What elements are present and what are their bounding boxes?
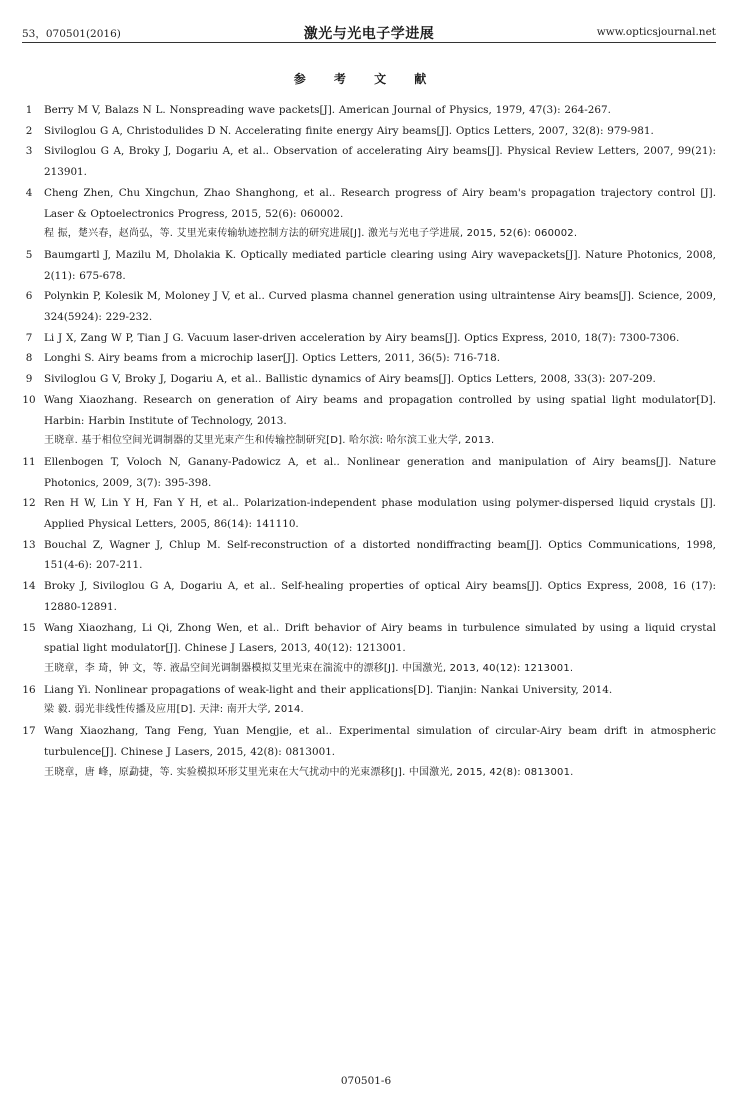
reference-item — [22, 390, 716, 452]
reference-item — [22, 576, 716, 617]
reference-number: 5 — [25, 248, 33, 261]
reference-text: Siviloglou G A, Broky J, Dogariu A, et al.. Observation of accelerating Airy beams[J]. Physical Review Letters, 2007, 99(21): 213901. — [44, 145, 716, 179]
reference-text: Wang Xiaozhang. Research on generation of Airy beams and propagation controlled by using spatial light modulator[D]. Harbin: Harbin Institute of Technology, 2013. — [44, 393, 716, 427]
reference-text: Ellenbogen T, Voloch N, Ganany-Padowicz A, et al.. Nonlinear generation and manipulation of Airy beams[J]. Nature Photonics, 2009, 3(7): 395-398. — [44, 455, 716, 489]
reference-list — [22, 100, 716, 783]
reference-text: Broky J, Siviloglou G A, Dogariu A, et al.. Self-healing properties of optical Airy beams[J]. Optics Express, 2008, 16 (17): 12880-12891. — [44, 580, 716, 613]
reference-item — [22, 535, 716, 576]
reference-number: 4 — [25, 186, 33, 199]
reference-item — [22, 121, 716, 142]
reference-number: 17 — [22, 725, 36, 738]
reference-number: 9 — [25, 373, 33, 386]
reference-text-chinese: 梁 毅. 弱光非线性传播及应用[D]. 天津: 南开大学, 2014. — [44, 704, 304, 716]
reference-item — [22, 348, 716, 369]
reference-text: Siviloglou G V, Broky J, Dogariu A, et al.. Ballistic dynamics of Airy beams[J]. Optics Letters, 2008, 33(3): 207-209. — [44, 373, 656, 386]
reference-number: 7 — [25, 331, 33, 344]
reference-number: 8 — [25, 352, 33, 365]
reference-number: 16 — [22, 683, 36, 696]
reference-text: Berry M V, Balazs N L. Nonspreading wave packets[J]. American Journal of Physics, 1979, 47(3): 264-267. — [44, 104, 611, 116]
reference-number: 6 — [25, 290, 33, 303]
reference-item — [22, 452, 716, 493]
page-number: 070501-6 — [340, 1075, 392, 1087]
reference-item — [22, 100, 716, 121]
reference-number: 10 — [22, 393, 36, 406]
reference-item — [22, 328, 716, 349]
reference-item — [22, 286, 716, 327]
reference-number: 2 — [25, 124, 33, 137]
reference-item — [22, 493, 716, 534]
reference-text: Wang Xiaozhang, Li Qi, Zhong Wen, et al.. Drift behavior of Airy beams in turbulence simulated by using a liquid crystal spatial light modulator[J]. Chinese J Lasers, 2013, 40(12): 1213001. — [44, 621, 716, 655]
reference-item — [22, 183, 716, 245]
reference-text-chinese: 王晓章. 基于相位空间光调制器的艾里光束产生和传输控制研究[D]. 哈尔滨: 哈尔滨工业大学, 2013. — [44, 435, 495, 447]
reference-text: Polynkin P, Kolesik M, Moloney J V, et al.. Curved plasma channel generation using ultraintense Airy beams[J]. Science, 2009, 324(5924): 229-232. — [44, 290, 716, 324]
journal-issue: 53，070501(2016) — [22, 28, 121, 40]
reference-item — [22, 141, 716, 182]
reference-item — [22, 721, 716, 783]
reference-text: Li J X, Zang W P, Tian J G. Vacuum laser-driven acceleration by Airy beams[J]. Optics Express, 2010, 18(7): 7300-7306. — [44, 331, 680, 344]
reference-item — [22, 618, 716, 680]
reference-number: 1 — [25, 104, 33, 116]
reference-text: Baumgartl J, Mazilu M, Dholakia K. Optically mediated particle clearing using Airy wavepackets[J]. Nature Photonics, 2008, 2(11): 675-678. — [44, 248, 716, 282]
reference-item — [22, 369, 716, 390]
reference-text-chinese: 王晓章，李 琦，钟 文，等. 液晶空间光调制器模拟艾里光束在湍流中的漂移[J]. 中国激光, 2013, 40(12): 1213001. — [44, 662, 574, 674]
reference-number: 12 — [22, 497, 36, 510]
reference-text: Wang Xiaozhang, Tang Feng, Yuan Mengjie, et al.. Experimental simulation of circular-Airy beam drift in atmospheric turbulence[J]. Chinese J Lasers, 2015, 42(8): 0813001. — [44, 725, 716, 758]
reference-item — [22, 680, 716, 721]
reference-text: Bouchal Z, Wagner J, Chlup M. Self-reconstruction of a distorted nondiffracting beam[J]. Optics Communications, 1998, 151(4-6): 207-211. — [44, 538, 716, 572]
reference-item — [22, 245, 716, 286]
journal-url: www.opticsjournal.net — [596, 26, 716, 38]
reference-text: Longhi S. Airy beams from a microchip laser[J]. Optics Letters, 2011, 36(5): 716-718. — [44, 352, 501, 365]
page-header — [22, 20, 716, 43]
reference-text: Ren H W, Lin Y H, Fan Y H, et al.. Polarization-independent phase modulation using polymer-dispersed liquid crystals [J]. Applied Physical Letters, 2005, 86(14): 141110. — [44, 497, 716, 531]
references-heading: 参 考 文 献 — [293, 72, 439, 86]
reference-text-chinese: 王晓章，唐 峰，原勐捷，等. 实验模拟环形艾里光束在大气扰动中的光束漂移[J]. 中国激光, 2015, 42(8): 0813001. — [44, 766, 574, 778]
reference-text: Cheng Zhen, Chu Xingchun, Zhao Shanghong, et al.. Research progress of Airy beam's propagation trajectory control [J]. Laser & Optoelectronics Progress, 2015, 52(6): 060002. — [44, 186, 716, 220]
reference-number: 14 — [22, 580, 36, 593]
reference-number: 15 — [22, 621, 36, 634]
journal-title: 激光与光电子学进展 — [303, 26, 435, 42]
reference-number: 11 — [22, 455, 36, 468]
reference-text: Liang Yi. Nonlinear propagations of weak-light and their applications[D]. Tianjin: Nankai University, 2014. — [44, 683, 613, 696]
reference-number: 3 — [25, 145, 33, 158]
reference-number: 13 — [22, 538, 36, 551]
reference-text-chinese: 程 振，楚兴春，赵尚弘，等. 艾里光束传输轨迹控制方法的研究进展[J]. 激光与光电子学进展, 2015, 52(6): 060002. — [44, 228, 578, 240]
reference-text: Siviloglou G A, Christodulides D N. Accelerating finite energy Airy beams[J]. Optics Letters, 2007, 32(8): 979-981. — [44, 124, 654, 137]
